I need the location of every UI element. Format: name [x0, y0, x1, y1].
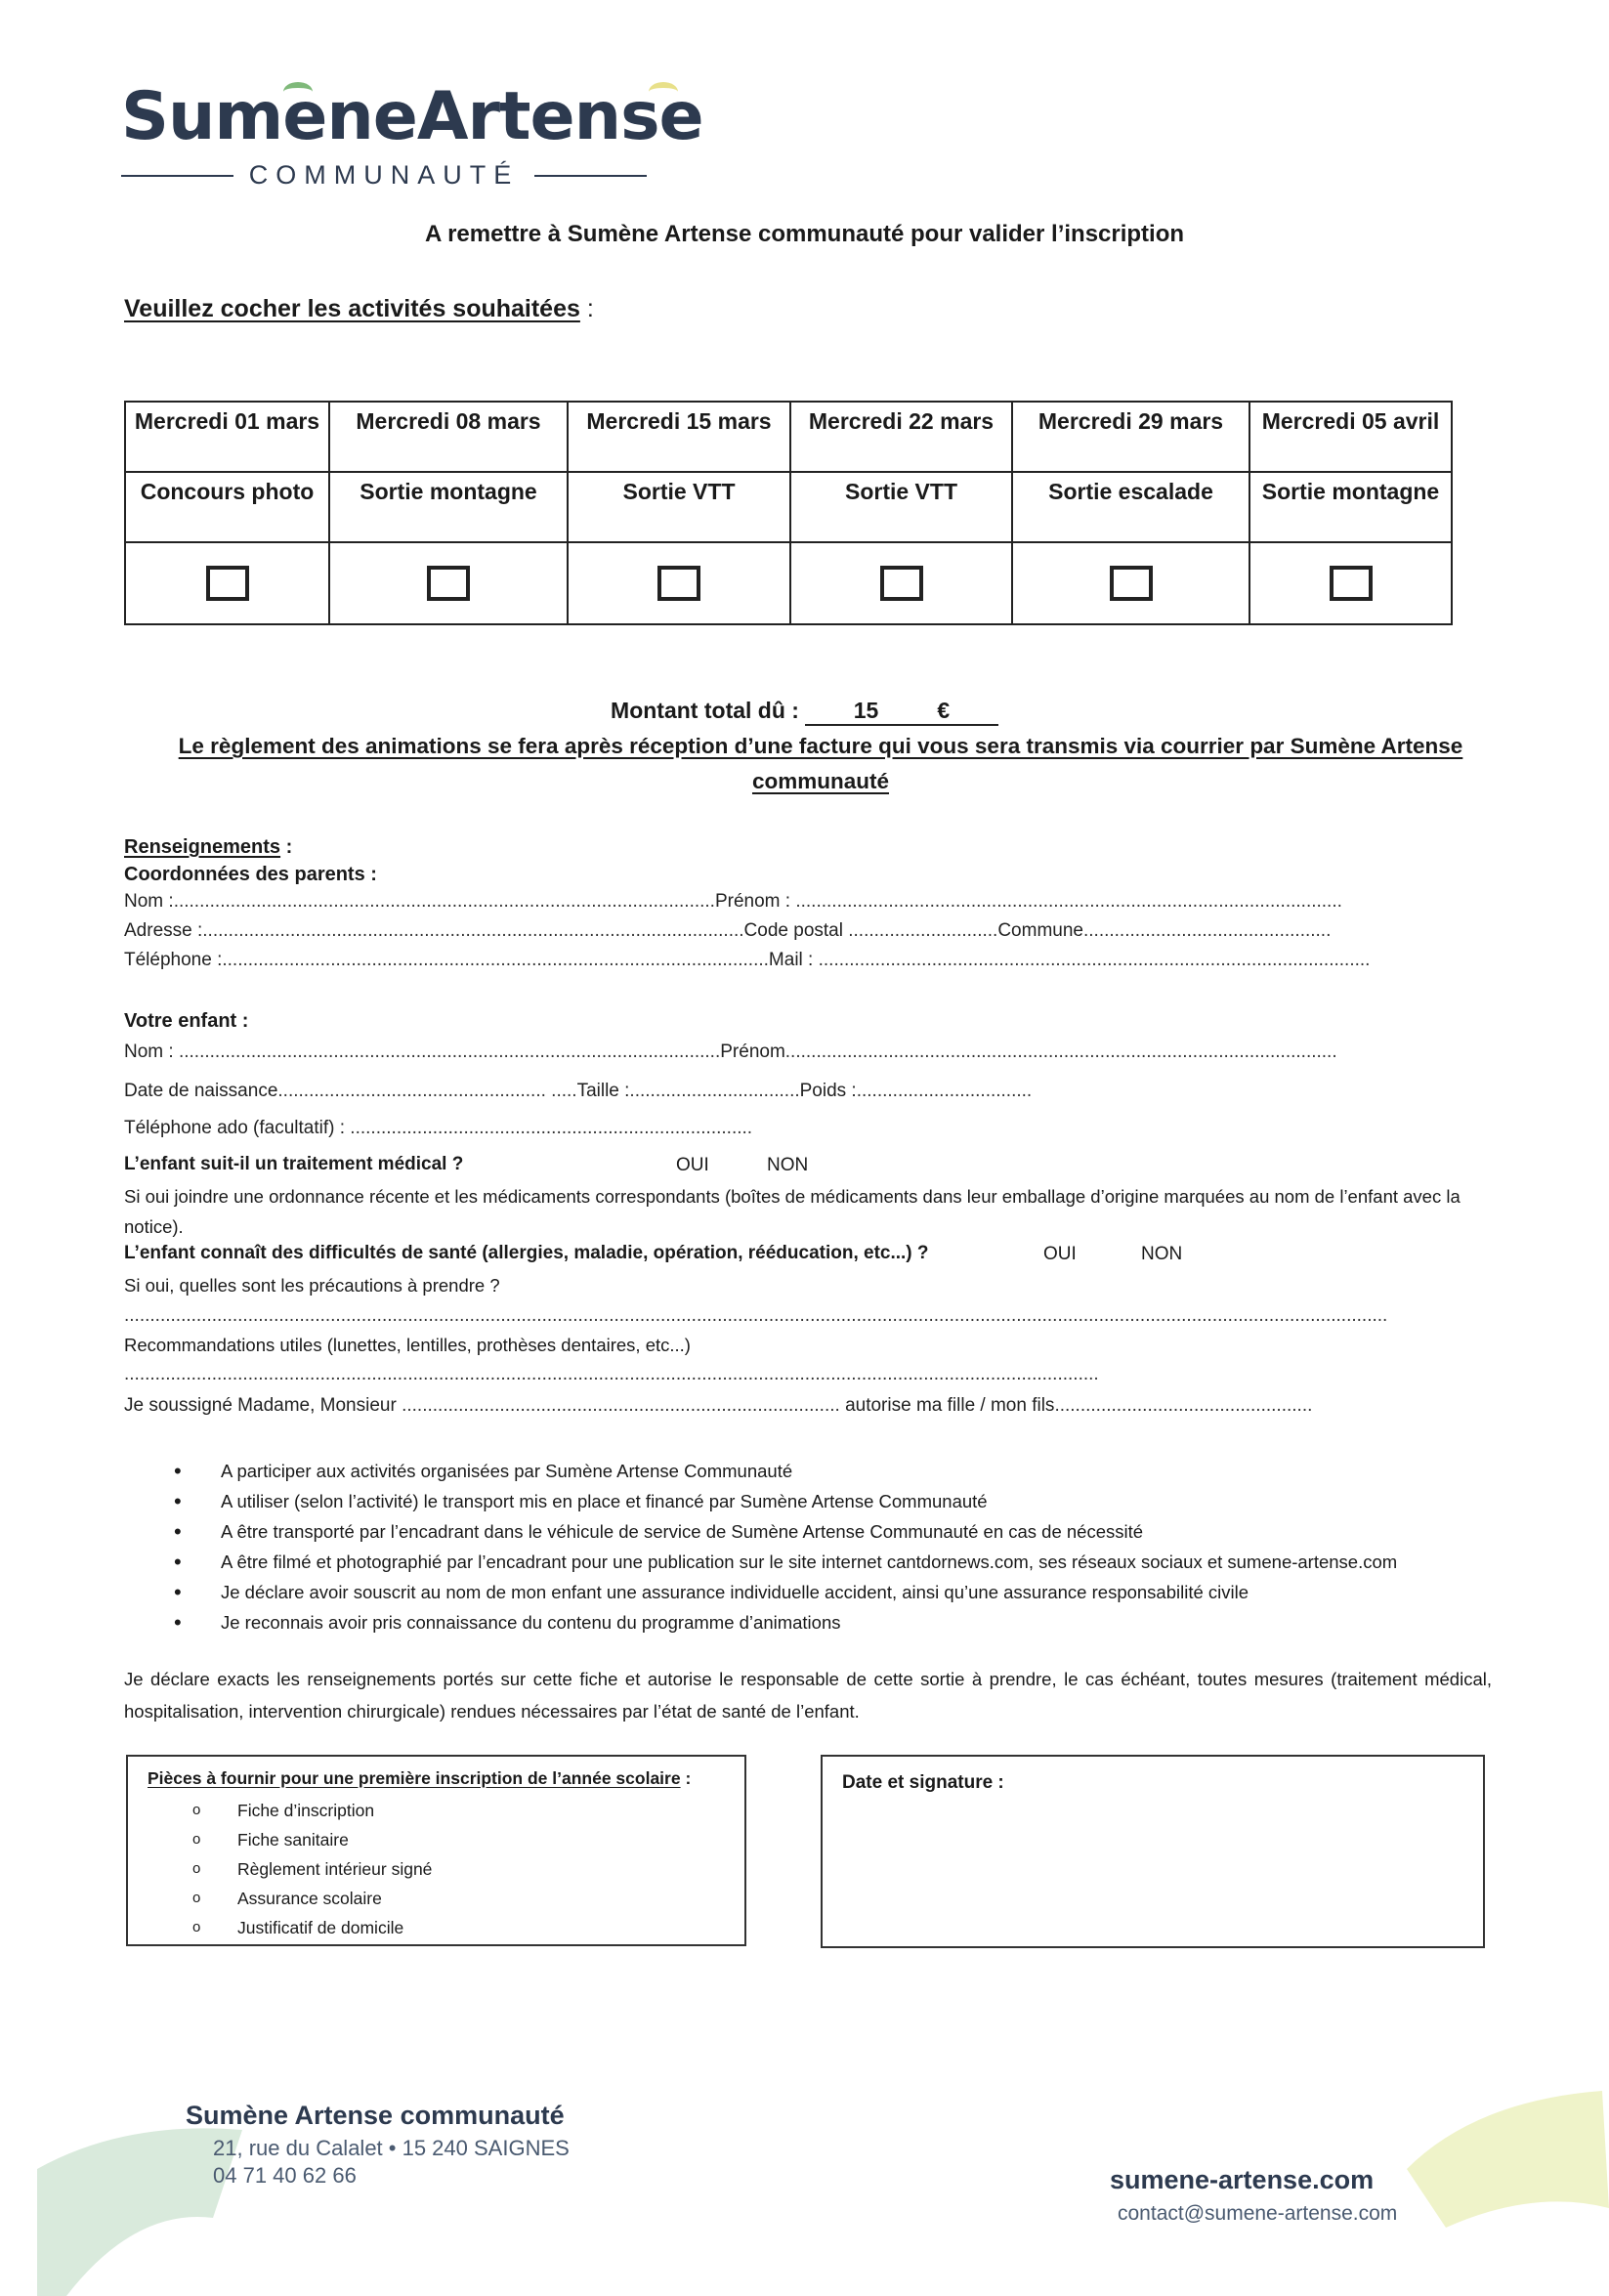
consent-end: autorise ma fille / mon fils — [845, 1395, 1055, 1416]
activity-column — [1013, 403, 1250, 623]
activity-name: Sortie VTT — [569, 473, 789, 543]
consent-child-field[interactable]: .................................................. — [1054, 1395, 1313, 1416]
health-question-row — [124, 1243, 929, 1264]
activity-date: Mercredi 01 mars — [126, 403, 328, 473]
activity-checkbox[interactable] — [1330, 566, 1373, 601]
list-item: • A participer aux activités organisées par Sumène Artense Communauté — [166, 1456, 1514, 1486]
treatment-note: Si oui joindre une ordonnance récente et les médicaments correspondants (boîtes de médicaments dans leur emballage d’origine marquées au nom de l’enfant avec la notice). — [124, 1186, 1461, 1237]
parent-cp-label: Code postal — [743, 920, 843, 941]
activity-name: Concours photo — [126, 473, 328, 543]
list-item: o Fiche d’inscription — [192, 1796, 432, 1825]
parent-adresse-label: Adresse : — [124, 920, 203, 941]
activity-column — [126, 403, 330, 623]
activity-date: Mercredi 05 avril — [1250, 403, 1451, 473]
logo-rule-right — [534, 175, 647, 177]
health-oui[interactable]: OUI — [1043, 1244, 1077, 1264]
health-precautions-field[interactable]: ..................................................................................................................................................................................................................................................... — [124, 1305, 1388, 1326]
treatment-non[interactable]: NON — [767, 1155, 809, 1175]
child-heading: Votre enfant : — [124, 1010, 249, 1032]
declaration-text: Je déclare exacts les renseignements portés sur cette fiche et autorise le responsable de cette sortie à prendre, le cas échéant, toutes mesures (traitement médical, hospitalisation, intervention chirurgicale) rendues nécessaires par l’état de santé de l’enfant. — [124, 1669, 1492, 1722]
payment-note: Le règlement des animations se fera après réception d’une facture qui vous sera transmis via courrier par Sumène Artense communauté — [178, 734, 1463, 793]
parent-nom-field[interactable]: ......................................................................................................... — [173, 891, 715, 912]
parent-commune-label: Commune — [997, 920, 1083, 941]
parent-prenom-label: Prénom : — [714, 891, 791, 912]
treatment-question-row — [124, 1154, 463, 1175]
parent-adresse-field[interactable]: ......................................................................................................... — [202, 920, 744, 941]
parent-name-row — [124, 891, 1453, 913]
activity-date: Mercredi 15 mars — [569, 403, 789, 473]
child-poids-label: Poids : — [799, 1081, 857, 1101]
total-amount: 15 — [853, 698, 879, 723]
activities-heading: Veuillez cocher les activités souhaitées : — [124, 295, 594, 322]
logo-subtitle — [121, 160, 647, 191]
activity-name: Sortie escalade — [1013, 473, 1249, 543]
activities-heading-text: Veuillez cocher les activités souhaitées — [124, 295, 580, 322]
parent-commune-field[interactable]: ................................................ — [1082, 920, 1332, 941]
child-taille-label: Taille : — [576, 1081, 630, 1101]
treatment-oui[interactable]: OUI — [676, 1155, 709, 1175]
footer-address: 21, rue du Calalet • 15 240 SAIGNES — [213, 2136, 570, 2160]
list-item: o Fiche sanitaire — [192, 1825, 432, 1854]
activity-checkbox[interactable] — [1110, 566, 1153, 601]
activity-date: Mercredi 22 mars — [791, 403, 1011, 473]
activity-name: Sortie montagne — [1250, 473, 1451, 543]
child-tel-field[interactable]: .............................................................................. — [345, 1118, 753, 1138]
activity-name: Sortie VTT — [791, 473, 1011, 543]
list-item: • Je reconnais avoir pris connaissance du contenu du programme d’animations — [166, 1607, 1514, 1637]
child-tel-label: Téléphone ado (facultatif) : — [124, 1118, 346, 1138]
documents-box — [126, 1755, 746, 1946]
activity-checkbox[interactable] — [880, 566, 923, 601]
list-item: • A être filmé et photographié par l’encadrant pour une publication sur le site internet cantdornews.com, ses réseaux sociaux et sumene-artense.com — [166, 1547, 1514, 1577]
consent-row — [124, 1395, 1472, 1417]
total-amount-field — [805, 698, 998, 726]
activity-date: Mercredi 08 mars — [330, 403, 567, 473]
child-dob-label: Date de naissance — [124, 1081, 278, 1101]
footer-email-link[interactable]: contact@sumene-artense.com — [1118, 2202, 1398, 2225]
parent-cp-field[interactable]: ............................. — [842, 920, 998, 941]
intro-text: A remettre à Sumène Artense communauté pour valider l’inscription — [424, 221, 1185, 247]
child-phone-row — [124, 1118, 1101, 1139]
child-prenom-label: Prénom — [720, 1042, 785, 1062]
footer-phone: 04 71 40 62 66 — [213, 2163, 357, 2188]
documents-title: Pièces à fournir pour une première inscription de l’année scolaire : — [148, 1768, 692, 1788]
activity-name: Sortie montagne — [330, 473, 567, 543]
list-item: o Justificatif de domicile — [192, 1913, 432, 1942]
child-nom-field[interactable]: ......................................................................................................... — [173, 1042, 721, 1062]
consent-name-field[interactable]: ..................................................................................... — [396, 1395, 846, 1416]
total-label: Montant total dû : — [611, 698, 799, 723]
parents-heading: Coordonnées des parents : — [124, 864, 377, 885]
documents-title-text: Pièces à fournir pour une première inscription de l’année scolaire — [148, 1768, 681, 1788]
parent-contact-row — [124, 950, 1453, 971]
child-name-row — [124, 1042, 1453, 1063]
total-due — [0, 698, 1609, 726]
list-item: • Je déclare avoir souscrit au nom de mon enfant une assurance individuelle accident, ainsi qu’une assurance responsabilité civile — [166, 1577, 1514, 1607]
child-taille-field[interactable]: ................................. — [629, 1081, 800, 1101]
authorizations-list — [166, 1456, 1514, 1637]
activity-checkbox[interactable] — [206, 566, 249, 601]
child-physical-row — [124, 1081, 1199, 1102]
parent-address-row — [124, 920, 1453, 942]
signature-label: Date et signature : — [842, 1772, 1004, 1793]
parent-tel-label: Téléphone : — [124, 950, 223, 970]
activity-checkbox[interactable] — [427, 566, 470, 601]
health-question: L’enfant connaît des difficultés de santé (allergies, maladie, opération, rééducation, etc...) ? — [124, 1243, 929, 1263]
activity-date: Mercredi 29 mars — [1013, 403, 1249, 473]
parent-mail-label: Mail : — [768, 950, 814, 970]
documents-list — [192, 1796, 432, 1942]
activity-column — [791, 403, 1013, 623]
activity-column — [1250, 403, 1451, 623]
child-poids-field[interactable]: .................................. — [856, 1081, 1033, 1101]
signature-box[interactable] — [821, 1755, 1485, 1948]
logo-rule-left — [121, 175, 233, 177]
list-item: o Règlement intérieur signé — [192, 1854, 432, 1884]
footer-org-name: Sumène Artense communauté — [186, 2101, 565, 2130]
parent-prenom-field[interactable]: .......................................................................................................... — [790, 891, 1342, 912]
child-prenom-field[interactable]: ........................................................................................................... — [784, 1042, 1337, 1062]
health-followup: Si oui, quelles sont les précautions à prendre ? — [124, 1275, 500, 1296]
health-non[interactable]: NON — [1141, 1244, 1183, 1264]
recommendations-field[interactable]: ............................................................................................................................................................................................. — [124, 1364, 1099, 1384]
list-item: • A utiliser (selon l’activité) le transport mis en place et financé par Sumène Artense Communauté — [166, 1486, 1514, 1516]
logo-name: SumeneArtense — [121, 78, 703, 155]
list-item: o Assurance scolaire — [192, 1884, 432, 1913]
recommendations-label: Recommandations utiles (lunettes, lentilles, prothèses dentaires, etc...) — [124, 1335, 691, 1355]
info-heading-text: Renseignements — [124, 836, 281, 858]
footer-swoosh-right — [1387, 2081, 1609, 2228]
consent-start: Je soussigné Madame, Monsieur — [124, 1395, 397, 1416]
parent-mail-field[interactable]: ........................................................................................................... — [813, 950, 1371, 970]
logo-subtitle-text: COMMUNAUTÉ — [248, 160, 520, 190]
child-nom-label: Nom : — [124, 1042, 174, 1062]
child-dob-field[interactable]: .................................................... ..... — [277, 1081, 577, 1101]
parent-tel-field[interactable]: .......................................................................................................... — [222, 950, 769, 970]
parent-nom-label: Nom : — [124, 891, 174, 912]
list-item: • A être transporté par l’encadrant dans le véhicule de service de Sumène Artense Communauté en cas de nécessité — [166, 1516, 1514, 1547]
activity-column — [569, 403, 791, 623]
logo — [121, 78, 703, 205]
activity-column — [330, 403, 569, 623]
activity-checkbox[interactable] — [657, 566, 700, 601]
info-heading: Renseignements : — [124, 836, 293, 858]
treatment-question: L’enfant suit-il un traitement médical ? — [124, 1154, 464, 1174]
footer-website-link[interactable]: sumene-artense.com — [1110, 2165, 1375, 2194]
total-currency: € — [937, 698, 951, 723]
activities-table — [124, 401, 1453, 625]
